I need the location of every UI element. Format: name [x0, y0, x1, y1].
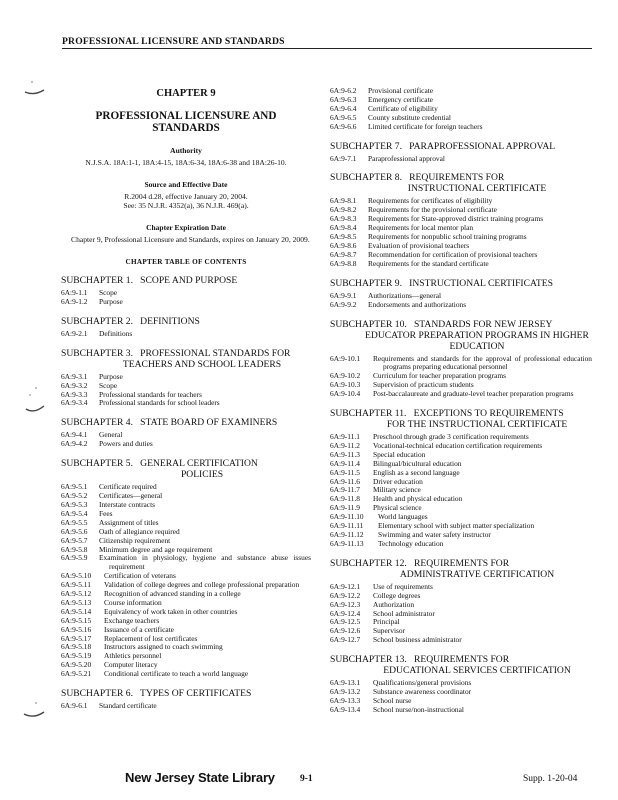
- section-title: Exchange teachers: [104, 615, 160, 625]
- section-number: 6A:9-5.8: [61, 544, 88, 554]
- section-title: Professional standards for school leaders: [99, 398, 220, 408]
- toc-entry: [330, 706, 592, 715]
- section-number: 6A:9-11.9: [330, 503, 360, 513]
- subchapter-sections: [61, 431, 311, 449]
- section-title: Oath of allegiance required: [99, 526, 180, 536]
- section-number: 6A:9-5.4: [61, 508, 88, 518]
- subchapter-title-cont: FOR THE INSTRUCTIONAL CERTIFICATE: [386, 419, 568, 431]
- toc-entry: [330, 610, 592, 619]
- section-title: Vocational-technical education certification requirements: [373, 440, 543, 450]
- subchapter-title-cont: TEACHERS AND SCHOOL LEADERS: [122, 358, 282, 370]
- subchapter-title: SUBCHAPTER 7. PARAPROFESSIONAL APPROVAL: [330, 140, 556, 152]
- section-title: County substitute credential: [368, 112, 451, 122]
- section-number: 6A:9-11.6: [330, 476, 360, 486]
- subchapter-title-cont: EDUCATIONAL SERVICES CERTIFICATION: [383, 665, 571, 677]
- subchapter-sections: [61, 483, 311, 679]
- chapter-title: PROFESSIONAL LICENSURE AND STANDARDS: [95, 110, 277, 134]
- toc-entry: [330, 123, 592, 132]
- subchapter-title: SUBCHAPTER 12. REQUIREMENTS FOR: [330, 557, 510, 569]
- subchapter-heading: [330, 319, 592, 352]
- section-title: Issuance of a certificate: [104, 624, 174, 634]
- section-number: 6A:9-5.9: [61, 553, 88, 563]
- section-number: 6A:9-7.1: [330, 153, 357, 163]
- section-title: Replacement of lost certificates: [104, 633, 198, 643]
- section-number: 6A:9-8.6: [330, 240, 357, 250]
- toc-entry: [61, 702, 311, 711]
- subchapter-heading: [61, 417, 311, 428]
- subchapter-sections: [330, 197, 592, 268]
- page-number: 9-1: [300, 774, 313, 784]
- section-number: 6A:9-8.5: [330, 232, 357, 242]
- source-line-1: R.2004 d.28, effective January 20, 2004.: [124, 191, 248, 201]
- section-title: Standard certificate: [99, 701, 157, 711]
- subchapter-sections: [61, 702, 311, 711]
- section-number: 6A:9-5.18: [61, 642, 92, 652]
- section-number: 6A:9-8.2: [330, 205, 357, 215]
- toc-entry: [330, 688, 592, 697]
- section-number: 6A:9-6.2: [330, 86, 357, 95]
- section-number: 6A:9-12.7: [330, 635, 361, 645]
- section-number: 6A:9-6.6: [330, 121, 357, 131]
- toc-entry: [330, 531, 592, 540]
- section-title: Qualifications/general provisions: [373, 678, 472, 688]
- section-title: General: [99, 430, 123, 440]
- subchapter-sections: [330, 292, 592, 310]
- subchapter-sections: [330, 155, 592, 164]
- section-title: College degrees: [373, 590, 421, 600]
- subchapter-title: SUBCHAPTER 10. STANDARDS FOR NEW JERSEY: [330, 318, 553, 330]
- section-title: Technology education: [378, 538, 444, 548]
- section-number: 6A:9-8.7: [330, 249, 357, 259]
- subchapter-title: SUBCHAPTER 5. GENERAL CERTIFICATION: [61, 458, 258, 470]
- section-title: Principal: [373, 617, 400, 627]
- section-number: 6A:9-5.21: [61, 669, 92, 679]
- section-number: 6A:9-6.1: [61, 701, 88, 711]
- section-number: 6A:9-2.1: [61, 328, 88, 338]
- chapter-number: CHAPTER 9: [156, 88, 216, 99]
- subchapter-title-cont: POLICIES: [180, 469, 224, 481]
- section-number: 6A:9-11.4: [330, 458, 360, 468]
- section-title: School administrator: [373, 608, 435, 618]
- toc-entry: [330, 155, 592, 164]
- section-number: 6A:9-12.4: [330, 608, 361, 618]
- toc-entry: [330, 460, 592, 469]
- section-title: Interstate contracts: [99, 499, 156, 509]
- subchapter-title: SUBCHAPTER 9. INSTRUCTIONAL CERTIFICATES: [330, 277, 553, 289]
- section-title: School nurse/non-instructional: [373, 704, 464, 714]
- subchapter-heading: [61, 348, 311, 370]
- section-title: Swimming and water safety instructor: [378, 530, 491, 539]
- section-title: Recognition of advanced standing in a college: [104, 589, 241, 599]
- section-number: 6A:9-10.1: [330, 353, 361, 363]
- source-line-2: See: 35 N.J.R. 4352(a), 36 N.J.R. 469(a).: [123, 201, 249, 210]
- section-number: 6A:9-5.12: [61, 589, 92, 599]
- section-number: 6A:9-5.17: [61, 633, 92, 643]
- section-title: Athletics personnel: [104, 651, 162, 661]
- subchapter-sections: [330, 355, 592, 400]
- section-title: Military science: [373, 485, 421, 495]
- toc-entry: [330, 592, 592, 601]
- toc-entry: [330, 355, 592, 373]
- section-number: 6A:9-5.5: [61, 517, 88, 527]
- section-title: World languages: [378, 512, 428, 522]
- section-number: 6A:9-6.5: [330, 112, 357, 122]
- subchapter-heading: [61, 316, 311, 327]
- library-stamp: New Jersey State Library: [125, 770, 275, 785]
- header-rule: [62, 48, 592, 49]
- section-number: 6A:9-12.1: [330, 581, 361, 591]
- authority-heading: Authority: [170, 146, 202, 155]
- section-number: 6A:9-13.3: [330, 695, 361, 705]
- section-title: Requirements and standards for the approval of professional education programs preparing educational personnel: [373, 353, 592, 372]
- section-title: Scope: [99, 380, 118, 390]
- section-title: Scope: [99, 288, 118, 297]
- toc-entry: [330, 540, 592, 549]
- section-title: Post-baccalaureate and graduate-level teacher preparation programs: [373, 389, 574, 399]
- section-title: Requirements for the provisional certificate: [368, 205, 497, 215]
- toc-entry: [330, 478, 592, 487]
- section-title: Substance awareness coordinator: [373, 687, 472, 697]
- section-title: Requirements for nonpublic school training programs: [368, 232, 527, 242]
- section-title: Use of requirements: [373, 581, 433, 591]
- toc-entry: [330, 495, 592, 504]
- section-title: Citizenship requirement: [99, 535, 171, 545]
- section-number: 6A:9-5.2: [61, 491, 88, 501]
- section-number: 6A:9-6.3: [330, 94, 357, 104]
- subchapter-title: SUBCHAPTER 4. STATE BOARD OF EXAMINERS: [61, 417, 278, 429]
- toc-entry: [330, 260, 592, 269]
- section-number: 6A:9-3.4: [61, 398, 88, 408]
- binding-mark-icon: [24, 382, 50, 416]
- section-title: Recommendation for certification of provisional teachers: [368, 249, 538, 259]
- toc-entry: [61, 554, 311, 572]
- section-number: 6A:9-10.2: [330, 371, 361, 381]
- section-number: 6A:9-11.2: [330, 440, 360, 450]
- section-number: 6A:9-9.1: [330, 290, 357, 300]
- section-number: 6A:9-3.3: [61, 389, 88, 399]
- left-toc: [61, 275, 311, 711]
- section-title: Curriculum for teacher preparation programs: [373, 371, 506, 381]
- section-title: Supervision of practicum students: [373, 380, 474, 390]
- section-number: 6A:9-5.1: [61, 482, 88, 492]
- section-title: Emergency certificate: [368, 94, 433, 104]
- section-number: 6A:9-11.13: [330, 538, 364, 548]
- section-title: Certification of veterans: [104, 571, 176, 581]
- authority-text: N.J.S.A. 18A:1-1, 18A:4-15, 18A:6-34, 18A:6-38 and 18A:26-10.: [85, 158, 287, 167]
- section-title: Conditional certificate to teach a world language: [104, 669, 249, 679]
- section-title: Certificate required: [99, 482, 157, 492]
- section-title: Certificate of eligibility: [368, 103, 438, 113]
- section-number: 6A:9-11.8: [330, 494, 360, 504]
- source-heading: Source and Effective Date: [144, 179, 228, 189]
- toc-entry: [61, 298, 311, 307]
- section-title: Purpose: [99, 296, 123, 306]
- section-title: Authorizations—general: [368, 290, 442, 300]
- section-title: Purpose: [99, 371, 123, 381]
- toc-entry: [330, 504, 592, 513]
- subchapter-heading: [61, 688, 311, 699]
- subchapter-sections: [330, 583, 592, 645]
- toc-entry: [61, 643, 311, 652]
- subchapter-title: SUBCHAPTER 1. SCOPE AND PURPOSE: [61, 275, 238, 286]
- subchapter-title: SUBCHAPTER 13. REQUIREMENTS FOR: [330, 654, 510, 666]
- binding-mark-icon: [22, 700, 50, 722]
- section-title: Equivalency of work taken in other countries: [104, 606, 238, 616]
- section-title: Bilingual/bicultural education: [373, 458, 462, 468]
- section-number: 6A:9-11.5: [330, 467, 360, 477]
- subchapter-title: SUBCHAPTER 11. EXCEPTIONS TO REQUIREMENTS: [330, 408, 564, 420]
- section-number: 6A:9-5.14: [61, 606, 92, 616]
- toc-entry: [330, 390, 592, 399]
- binding-mark-icon: [22, 78, 50, 100]
- subchapter-sections: [330, 679, 592, 715]
- section-number: 6A:9-11.1: [330, 432, 360, 442]
- toc-entry: [330, 636, 592, 645]
- section-title: Computer literacy: [104, 660, 158, 670]
- section-title: Minimum degree and age requirement: [99, 544, 213, 554]
- section-number: 6A:9-13.4: [330, 704, 361, 714]
- toc-entry: [330, 442, 592, 451]
- section-title: School business administrator: [373, 635, 462, 645]
- subchapter-sections: [330, 433, 592, 549]
- section-title: Supervisor: [373, 626, 406, 636]
- section-number: 6A:9-13.2: [330, 687, 361, 697]
- section-title: Requirements for the standard certificate: [368, 258, 489, 268]
- subchapter-title: SUBCHAPTER 3. PROFESSIONAL STANDARDS FOR: [61, 347, 291, 359]
- section-number: 6A:9-5.15: [61, 615, 92, 625]
- toc-entry: [61, 617, 311, 626]
- section-title: Professional standards for teachers: [99, 389, 202, 399]
- section-title: Limited certificate for foreign teachers: [368, 121, 483, 131]
- section-title: Paraprofessional approval: [368, 153, 445, 163]
- section-title: Elementary school with subject matter specialization: [378, 521, 535, 531]
- section-number: 6A:9-5.6: [61, 526, 88, 536]
- section-title: Definitions: [99, 328, 133, 338]
- section-title: Fees: [99, 508, 113, 518]
- subchapter-heading: [330, 408, 592, 430]
- subchapter-title-cont: INSTRUCTIONAL CERTIFICATE: [407, 183, 547, 195]
- section-number: 6A:9-12.2: [330, 590, 361, 600]
- section-number: 6A:9-5.3: [61, 499, 88, 509]
- section-title: Health and physical education: [373, 494, 463, 504]
- section-number: 6A:9-8.3: [330, 214, 357, 224]
- section-number: 6A:9-12.3: [330, 599, 361, 609]
- section-number: 6A:9-3.1: [61, 371, 88, 381]
- section-number: 6A:9-10.4: [330, 389, 361, 399]
- section-number: 6A:9-11.3: [330, 449, 360, 459]
- section-title: Driver education: [373, 476, 423, 486]
- section-title: Assignment of titles: [99, 517, 159, 527]
- section-number: 6A:9-5.13: [61, 597, 92, 607]
- left-column: [61, 86, 311, 711]
- section-number: 6A:9-8.8: [330, 258, 357, 268]
- section-title: English as a second language: [373, 467, 460, 477]
- subchapter-heading: [61, 458, 311, 480]
- supplement-date: Supp. 1-20-04: [523, 774, 578, 784]
- section-number: 6A:9-12.6: [330, 626, 361, 636]
- toc-entry: [61, 608, 311, 617]
- right-continued-items: [330, 87, 592, 132]
- subchapter-title-cont: EDUCATOR PREPARATION PROGRAMS IN HIGHER EDUCATION: [365, 329, 589, 352]
- section-number: 6A:9-4.1: [61, 430, 88, 440]
- section-number: 6A:9-11.7: [330, 485, 360, 495]
- subchapter-heading: [330, 558, 592, 580]
- subchapter-heading: [330, 172, 592, 194]
- toc-entry: [330, 451, 592, 460]
- section-title: School nurse: [373, 695, 412, 705]
- section-number: 6A:9-1.1: [61, 288, 88, 297]
- section-title: Instructors assigned to coach swimming: [104, 642, 223, 652]
- expiration-heading: Chapter Expiration Date: [146, 222, 226, 232]
- subchapter-sections: [61, 289, 311, 307]
- section-number: 6A:9-11.10: [330, 512, 364, 522]
- toc-entry: [330, 469, 592, 478]
- subchapter-heading: [330, 141, 592, 152]
- section-number: 6A:9-1.2: [61, 296, 88, 306]
- section-number: 6A:9-11.12: [330, 530, 364, 539]
- subchapter-heading: [61, 275, 311, 286]
- section-title: Preschool through grade 3 certification requirements: [373, 432, 529, 442]
- toc-entry: [61, 399, 311, 408]
- section-title: Examination in physiology, hygiene and substance abuse issues requirement: [99, 553, 311, 572]
- toc-entry: [330, 601, 592, 610]
- subchapter-title-cont: ADMINISTRATIVE CERTIFICATION: [399, 568, 555, 580]
- section-title: Validation of college degrees and college professional preparation: [104, 580, 300, 590]
- section-number: 6A:9-8.4: [330, 223, 357, 233]
- section-number: 6A:9-5.7: [61, 535, 88, 545]
- toc-entry: [61, 440, 311, 449]
- toc-entry: [330, 583, 592, 592]
- section-title: Requirements for local mentor plan: [368, 223, 474, 233]
- section-title: Authorization: [373, 599, 415, 609]
- section-number: 6A:9-5.16: [61, 624, 92, 634]
- toc-heading: CHAPTER TABLE OF CONTENTS: [125, 258, 247, 266]
- section-number: 6A:9-3.2: [61, 380, 88, 390]
- section-title: Endorsements and authorizations: [368, 299, 467, 309]
- section-number: 6A:9-13.1: [330, 678, 361, 688]
- section-number: 6A:9-11.11: [330, 521, 364, 531]
- running-header: PROFESSIONAL LICENSURE AND STANDARDS: [62, 36, 285, 47]
- section-number: 6A:9-5.19: [61, 651, 92, 661]
- subchapter-sections: [61, 330, 311, 339]
- section-title: Special education: [373, 449, 426, 459]
- section-title: Powers and duties: [99, 439, 153, 449]
- toc-entry: [330, 301, 592, 310]
- section-number: 6A:9-5.10: [61, 571, 92, 581]
- subchapter-title: SUBCHAPTER 6. TYPES OF CERTIFICATES: [61, 688, 252, 700]
- section-number: 6A:9-9.2: [330, 299, 357, 309]
- section-title: Certificates—general: [99, 491, 163, 501]
- subchapter-heading: [330, 654, 592, 676]
- section-number: 6A:9-5.11: [61, 580, 91, 590]
- subchapter-title: SUBCHAPTER 2. DEFINITIONS: [61, 315, 200, 327]
- right-column: [330, 87, 592, 715]
- toc-entry: [61, 590, 311, 599]
- section-number: 6A:9-5.20: [61, 660, 92, 670]
- toc-entry: [61, 670, 311, 679]
- section-number: 6A:9-6.4: [330, 103, 357, 113]
- section-title: Course information: [104, 597, 162, 607]
- section-title: Evaluation of provisional teachers: [368, 240, 470, 250]
- toc-entry: [330, 618, 592, 627]
- expiration-text: Chapter 9, Professional Licensure and Standards, expires on January 20, 2009.: [71, 234, 310, 244]
- section-number: 6A:9-12.5: [330, 617, 361, 627]
- subchapter-title: SUBCHAPTER 8. REQUIREMENTS FOR: [330, 172, 505, 184]
- subchapter-sections: [61, 373, 311, 409]
- section-title: Physical science: [373, 503, 422, 513]
- toc-entry: [61, 652, 311, 661]
- section-number: 6A:9-8.1: [330, 196, 357, 206]
- subchapter-heading: [330, 278, 592, 289]
- right-toc: [330, 141, 592, 715]
- section-title: Requirements for certificates of eligibility: [368, 196, 493, 206]
- toc-entry: [61, 330, 311, 339]
- section-number: 6A:9-4.2: [61, 439, 88, 449]
- section-title: Requirements for State-approved district training programs: [368, 214, 544, 224]
- section-number: 6A:9-10.3: [330, 380, 361, 390]
- section-title: Provisional certificate: [368, 86, 434, 95]
